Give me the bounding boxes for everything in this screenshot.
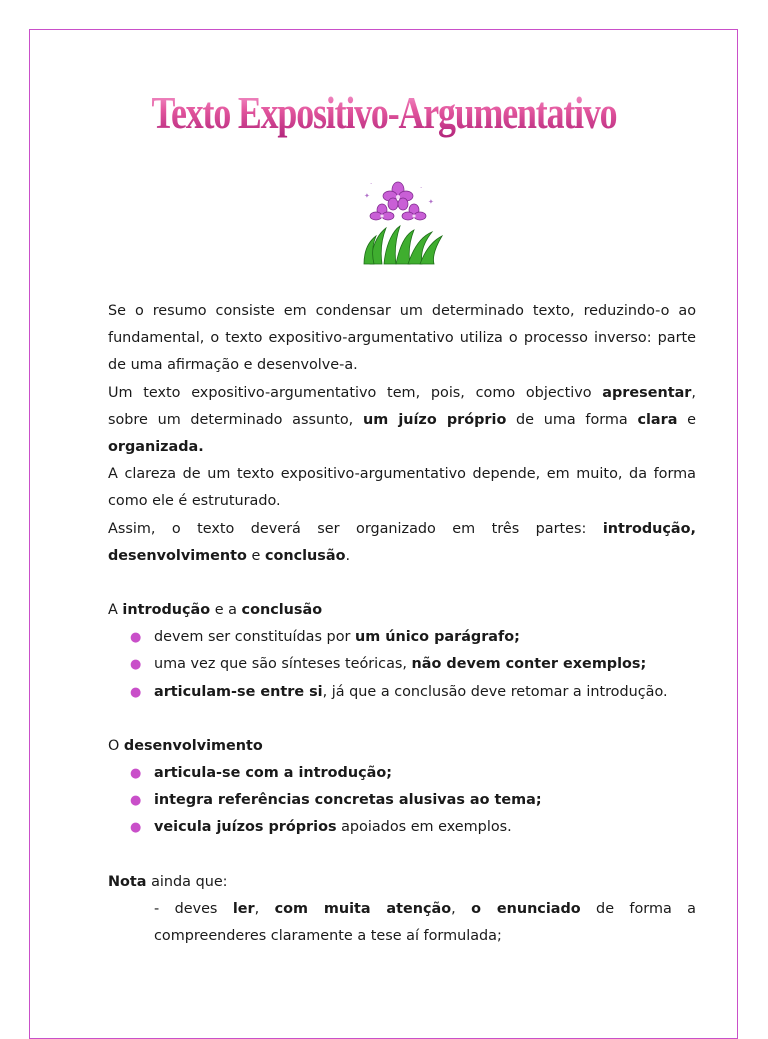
list-item: ● integra referências concretas alusivas ao tema; xyxy=(108,787,696,814)
title-container xyxy=(0,86,768,139)
paragraph-1: Se o resumo consiste em condensar um determinado texto, reduzindo-o ao fundamental, o texto expositivo-argumentativo utiliza o processo inverso: parte de uma afirmação e desenvolve-a. xyxy=(108,303,696,374)
bullet-icon: ● xyxy=(130,766,142,782)
document-body xyxy=(108,298,696,950)
flowers-icon xyxy=(360,176,446,266)
paragraph-3: A clareza de um texto expositivo-argumentativo depende, em muito, da forma como ele é estruturado. xyxy=(108,466,696,510)
paragraph-2: Um texto expositivo-argumentativo tem, pois, como objectivo apresentar, sobre um determinado assunto, um juízo próprio de uma forma clara e organizada. xyxy=(108,384,696,456)
bullet-icon: ● xyxy=(130,793,142,809)
bullet-icon: ● xyxy=(130,684,142,700)
bullet-icon: ● xyxy=(130,657,142,673)
svg-text:✦: ✦ xyxy=(364,192,370,200)
svg-text:·: · xyxy=(370,180,373,188)
section-heading-intro-conclusion: A introdução e a conclusão xyxy=(108,602,323,619)
section-heading-development: O desenvolvimento xyxy=(108,737,263,754)
intro-conclusion-list xyxy=(108,624,696,706)
list-item: ● veicula juízos próprios apoiados em exemplos. xyxy=(108,814,696,841)
paragraph-4: Assim, o texto deverá ser organizado em três partes: introdução, desenvolvimento e conclusão. xyxy=(108,520,696,564)
nota-line: - deves ler, com muita atenção, o enunciado de forma a compreenderes claramente a tese aí formulada; xyxy=(154,900,697,945)
bullet-icon: ● xyxy=(130,630,142,646)
svg-text:✦: ✦ xyxy=(428,198,434,206)
list-item: ● devem ser constituídas por um único parágrafo; xyxy=(108,624,696,651)
list-item: ● articulam-se entre si, já que a conclusão deve retomar a introdução. xyxy=(108,679,696,706)
nota-heading: Nota ainda que: xyxy=(108,873,228,890)
bullet-icon: ● xyxy=(130,820,142,836)
list-item: ● articula-se com a introdução; xyxy=(108,760,696,787)
page-title: Texto Expositivo-Argumentativo xyxy=(151,87,617,138)
svg-text:·: · xyxy=(420,184,423,192)
development-list xyxy=(108,760,696,842)
list-item: ● uma vez que são sínteses teóricas, não devem conter exemplos; xyxy=(108,651,696,678)
